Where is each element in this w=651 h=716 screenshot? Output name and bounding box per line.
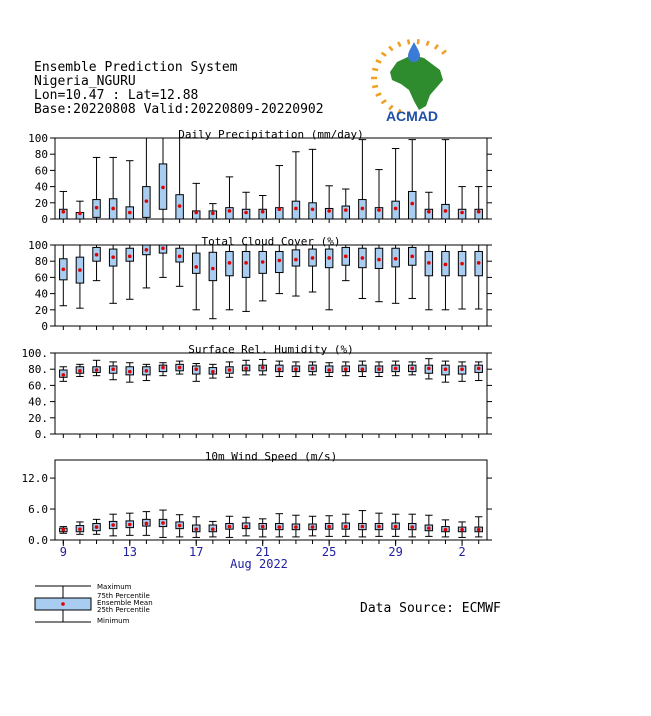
y-tick-label: 60. <box>28 379 48 393</box>
x-tick-label: 25 <box>321 545 337 559</box>
iqr-box <box>209 252 216 280</box>
ensemble-mean-marker <box>145 369 149 373</box>
ensemble-mean-marker <box>244 211 248 215</box>
y-tick-label: 100 <box>28 132 48 145</box>
legend-mean-label: Ensemble Mean <box>97 599 153 607</box>
ensemble-mean-marker <box>128 255 132 259</box>
logo-ray <box>372 86 378 87</box>
iqr-box <box>342 206 349 219</box>
ensemble-mean-marker <box>460 528 464 532</box>
ensemble-mean-marker <box>477 261 481 265</box>
y-tick-label: 40. <box>28 395 48 409</box>
panel-title: 10m Wind Speed (m/s) <box>204 450 338 463</box>
ensemble-mean-marker <box>344 367 348 371</box>
x-tick-label: 9 <box>59 545 67 559</box>
ensemble-mean-marker <box>211 370 215 374</box>
ensemble-mean-marker <box>244 525 248 529</box>
ensemble-mean-marker <box>444 367 448 371</box>
ensemble-mean-marker <box>394 367 398 371</box>
x-tick-label: 2 <box>458 545 466 559</box>
ensemble-mean-marker <box>327 256 331 260</box>
ensemble-mean-marker <box>78 268 82 272</box>
y-tick-label: 80. <box>28 363 48 377</box>
ensemble-mean-marker <box>444 209 448 213</box>
y-tick-label: 100 <box>28 239 48 252</box>
ensemble-mean-marker <box>161 366 165 370</box>
y-tick-label: 0 <box>41 213 48 226</box>
ensemble-mean-marker <box>460 262 464 266</box>
ensemble-mean-marker <box>344 208 348 212</box>
water-drop-icon <box>408 42 420 62</box>
ensemble-mean-marker <box>178 524 182 528</box>
x-tick-label: 29 <box>388 545 403 559</box>
y-tick-label: 0.0 <box>28 534 48 547</box>
ensemble-mean-marker <box>62 268 66 272</box>
ensemble-mean-marker <box>78 527 82 531</box>
ensemble-mean-marker <box>95 253 99 257</box>
ensemble-mean-marker <box>228 209 232 213</box>
ensemble-mean-marker <box>128 523 132 527</box>
header-coordinates: Lon=10.47 : Lat=12.88 <box>34 88 199 103</box>
ensemble-mean-marker <box>361 367 365 371</box>
ensemble-mean-marker <box>145 522 149 526</box>
ensemble-mean-marker <box>394 525 398 529</box>
ensemble-mean-marker <box>261 366 265 370</box>
ensemble-mean-marker <box>145 199 149 203</box>
ensemble-mean-marker <box>211 527 215 531</box>
ensemble-mean-marker <box>178 255 182 259</box>
ensemble-mean-marker <box>377 258 381 262</box>
y-tick-label: 6.0 <box>28 503 48 517</box>
ensemble-mean-marker <box>95 206 99 210</box>
ensemble-mean-marker <box>161 521 165 525</box>
ensemble-mean-marker <box>111 255 115 259</box>
ensemble-mean-marker <box>78 212 82 216</box>
ensemble-mean-marker <box>228 525 232 529</box>
ensemble-mean-marker <box>95 525 99 529</box>
plot-frame <box>55 460 487 540</box>
ensemble-mean-marker <box>261 525 265 529</box>
ensemble-mean-marker <box>78 369 82 373</box>
ensemble-mean-marker <box>427 261 431 265</box>
ensemble-mean-marker <box>294 258 298 262</box>
ensemble-mean-marker <box>377 525 381 529</box>
logo-ray <box>376 93 381 95</box>
ensemble-mean-marker <box>394 207 398 211</box>
logo-ray <box>376 60 381 62</box>
panel-4 <box>22 450 493 547</box>
logo-ray <box>382 53 387 56</box>
panel-3 <box>22 343 493 441</box>
ensemble-mean-marker <box>261 260 265 264</box>
ensemble-mean-marker <box>344 255 348 259</box>
ensemble-mean-marker <box>311 525 315 529</box>
y-tick-label: 12.0 <box>21 472 48 486</box>
panel-title: Total Cloud Cover (%) <box>201 235 341 248</box>
y-tick-label: 60 <box>34 271 48 285</box>
ensemble-mean-marker <box>178 366 182 370</box>
ensemble-mean-marker <box>361 256 365 260</box>
ensemble-mean-marker <box>228 261 232 265</box>
ensemble-mean-marker <box>62 210 66 214</box>
ensemble-mean-marker <box>311 367 315 371</box>
y-tick-label: 20 <box>34 196 48 210</box>
logo-ray <box>427 41 429 46</box>
africa-shape <box>390 55 443 110</box>
ensemble-mean-marker <box>410 202 414 206</box>
y-tick-label: 0. <box>34 428 48 441</box>
ensemble-mean-marker <box>194 527 198 531</box>
ensemble-mean-marker <box>344 525 348 529</box>
y-tick-label: 0 <box>41 320 48 333</box>
ensemble-mean-marker <box>128 370 132 374</box>
ensemble-mean-marker <box>327 368 331 372</box>
logo-ray <box>382 100 387 103</box>
logo-ray <box>398 42 400 47</box>
ensemble-mean-marker <box>477 528 481 532</box>
plot-frame <box>55 353 487 434</box>
iqr-box <box>192 253 199 273</box>
header-title: Ensemble Prediction System <box>34 60 238 75</box>
ensemble-mean-marker <box>278 207 282 211</box>
ensemble-mean-marker <box>410 525 414 529</box>
ensemble-mean-marker <box>211 267 215 271</box>
ensemble-mean-marker <box>95 368 99 372</box>
header-dates: Base:20220808 Valid:20220809-20220902 <box>34 102 324 117</box>
ensemble-mean-marker <box>460 211 464 215</box>
ensemble-mean-marker <box>228 368 232 372</box>
ensemble-mean-marker <box>294 525 298 529</box>
acmad-logo <box>371 39 446 124</box>
ensemble-mean-marker <box>427 367 431 371</box>
plot-frame <box>55 138 487 219</box>
ensemble-mean-marker <box>477 367 481 371</box>
x-tick-label: 13 <box>122 545 137 559</box>
y-tick-label: 20 <box>34 303 48 317</box>
ensemble-mean-marker <box>377 367 381 371</box>
y-tick-label: 80 <box>34 255 48 269</box>
ensemble-mean-marker <box>244 367 248 371</box>
ensemble-mean-marker <box>128 211 132 215</box>
ensemble-mean-marker <box>327 209 331 213</box>
ensemble-mean-marker <box>178 204 182 208</box>
x-tick-label: 21 <box>255 545 270 559</box>
y-tick-label: 40 <box>34 180 48 194</box>
ensemble-mean-marker <box>327 525 331 529</box>
data-source: Data Source: ECMWF <box>360 601 501 616</box>
ensemble-mean-marker <box>460 367 464 371</box>
ensemble-mean-marker <box>211 212 215 216</box>
ensemble-mean-marker <box>161 246 165 250</box>
legend-max-label: Maximum <box>97 583 132 591</box>
ensemble-mean-marker <box>62 373 66 377</box>
logo-ray <box>389 46 393 50</box>
y-tick-label: 20. <box>28 411 48 425</box>
logo-ray <box>408 39 409 44</box>
ensemble-mean-marker <box>410 367 414 371</box>
panel-2 <box>28 235 492 333</box>
y-tick-label: 60 <box>34 164 48 178</box>
legend-p25-label: 25th Percentile <box>97 606 150 614</box>
ensemble-mean-marker <box>194 211 198 215</box>
ensemble-mean-marker <box>361 207 365 211</box>
legend-p75-label: 75th Percentile <box>97 592 150 600</box>
ensemble-mean-marker <box>261 210 265 214</box>
ensemble-mean-marker <box>194 367 198 371</box>
ensemble-mean-marker <box>477 210 481 214</box>
ensemble-mean-marker <box>111 523 115 527</box>
ensemble-mean-marker <box>311 207 315 211</box>
ensemble-mean-marker <box>410 255 414 259</box>
y-tick-label: 80 <box>34 148 48 162</box>
ensemble-mean-marker <box>427 210 431 214</box>
legend-mean-marker <box>61 602 65 606</box>
ensemble-mean-marker <box>161 186 165 190</box>
ensemble-mean-marker <box>278 367 282 371</box>
header-station: Nigeria_NGURU <box>34 74 136 89</box>
ensemble-mean-marker <box>294 207 298 211</box>
legend-min-label: Minimum <box>97 617 130 625</box>
y-tick-label: 40 <box>34 287 48 301</box>
ensemble-mean-marker <box>111 207 115 211</box>
ensemble-mean-marker <box>244 261 248 265</box>
logo-ray <box>372 69 378 70</box>
ensemble-mean-marker <box>62 528 66 532</box>
y-tick-label: 100. <box>21 347 48 360</box>
plot-frame <box>55 245 487 326</box>
ensemble-mean-marker <box>444 263 448 267</box>
panel-1 <box>28 128 492 226</box>
panel-title: Surface Rel. Humidity (%) <box>188 343 354 356</box>
ensemble-mean-marker <box>427 526 431 530</box>
logo-ray <box>442 50 446 54</box>
ensemble-mean-marker <box>361 525 365 529</box>
ensemble-mean-marker <box>111 367 115 371</box>
logo-text: ACMAD <box>385 108 439 124</box>
logo-ray <box>435 45 438 49</box>
ensemble-mean-marker <box>294 367 298 371</box>
ensemble-mean-marker <box>311 256 315 260</box>
ensemble-mean-marker <box>145 248 149 252</box>
ensemble-mean-marker <box>394 257 398 261</box>
panel-title: Daily Precipitation (mm/day) <box>178 128 364 141</box>
ensemble-mean-marker <box>444 528 448 532</box>
ensemble-mean-marker <box>377 208 381 212</box>
x-tick-label: 17 <box>189 545 204 559</box>
month-label: Aug 2022 <box>230 557 288 571</box>
ensemble-mean-marker <box>194 265 198 269</box>
ensemble-mean-marker <box>278 259 282 263</box>
ensemble-mean-marker <box>278 525 282 529</box>
